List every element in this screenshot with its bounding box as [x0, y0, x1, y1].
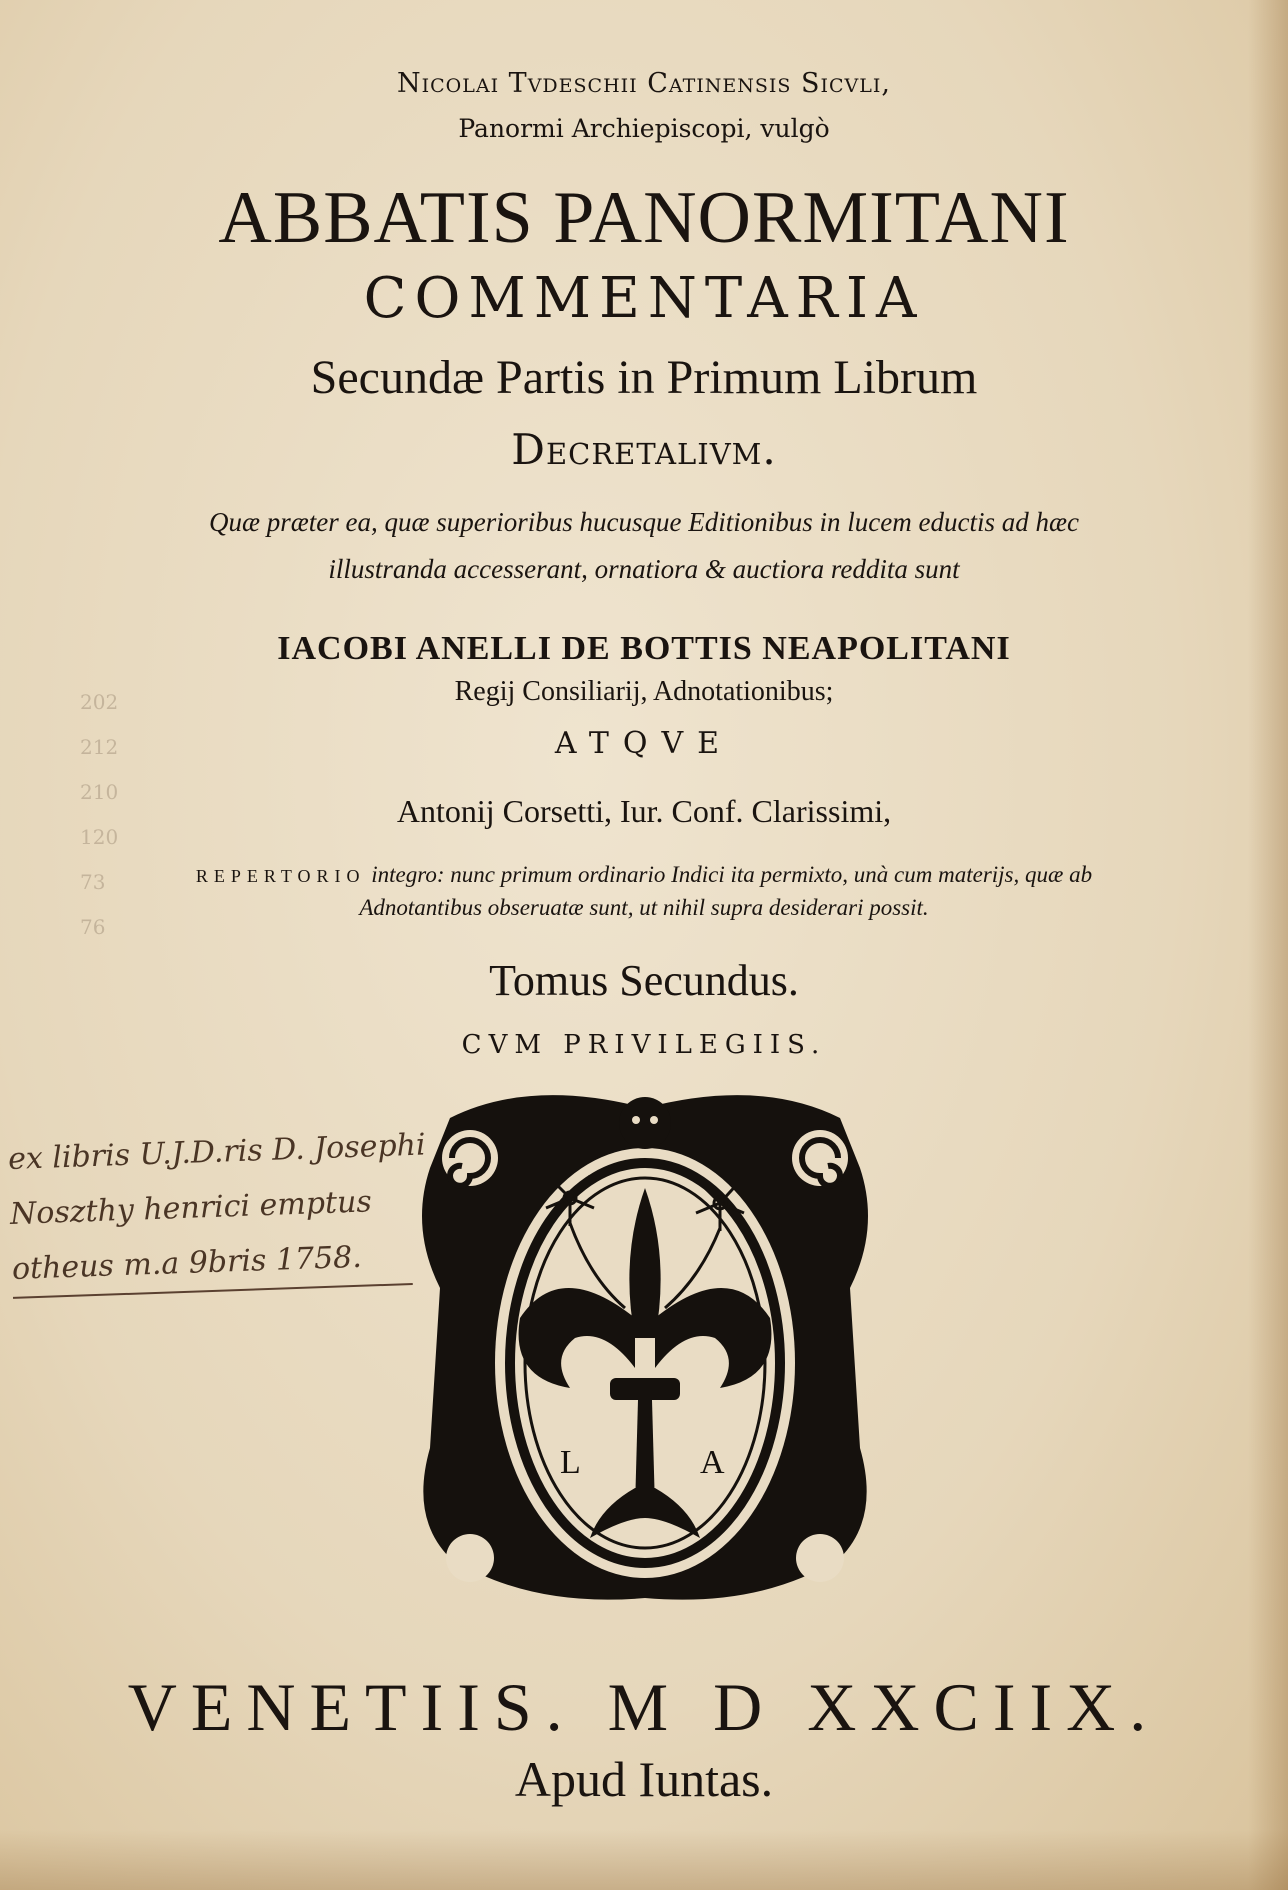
commentaria-heading: COMMENTARIA [363, 266, 925, 331]
author-subline: Panormi Archiepiscopi, vulgò [458, 114, 830, 143]
manuscript-line-3: otheus m.a 9bris 1758. [11, 1228, 413, 1299]
decretalium-heading: Decretalivm. [511, 425, 777, 474]
volume-title: Tomus Secundus. [489, 956, 799, 1005]
manuscript-ownership-note [7, 1118, 427, 1299]
author-line: Nicolai Tvdeschii Catinensis Sicvli, [397, 68, 891, 99]
imprint-place-date: VENETIIS. M D XXCIIX. [127, 1669, 1161, 1745]
repertorio-text-1: integro: nunc primum ordinario Indici ita permixto, unà cum materijs, quæ ab [371, 862, 1093, 887]
second-author: Antonij Corsetti, Iur. Conf. Clarissimi, [396, 793, 892, 829]
main-title: ABBATIS PANORMITANI [218, 177, 1070, 259]
mask-ornament [619, 1097, 671, 1149]
repertorio-line-2: Adnotantibus obseruatæ sunt, ut nihil supra desiderari possit. [359, 895, 929, 920]
privilege-line: CVM PRIVILEGIIS. [461, 1030, 827, 1060]
mark-letter-l: L [560, 1444, 581, 1481]
annotator-subline: Regij Consiliarij, Adnotationibus; [454, 676, 834, 707]
imprint-publisher: Apud Iuntas. [514, 1751, 774, 1807]
annotator-name: IACOBI ANELLI DE BOTTIS NEAPOLITANI [277, 630, 1011, 667]
repertorio-word: REPERTORIO [195, 866, 366, 886]
description-line-2: illustranda accesserant, ornatiora & auctiora reddita sunt [328, 554, 960, 584]
mark-letter-a: A [700, 1444, 725, 1481]
description-line-1: Quæ præter ea, quæ superioribus hucusque Editionibus in lucem eductis ad hæc [209, 507, 1079, 537]
subtitle: Secundæ Partis in Primum Librum [310, 351, 978, 404]
printers-mark-woodcut [410, 1088, 880, 1628]
manuscript-line-2: Noszthy henrici emptus [9, 1184, 373, 1232]
manuscript-line-1: ex libris U.J.D.ris D. Josephi [7, 1127, 427, 1178]
bleed-through-numbers: 202 212 210 120 73 76 [80, 690, 119, 939]
atque-line: ATQVE [554, 726, 734, 761]
repertorio-line-1 [0, 862, 1288, 888]
page-bottom-stain [0, 1830, 1288, 1890]
